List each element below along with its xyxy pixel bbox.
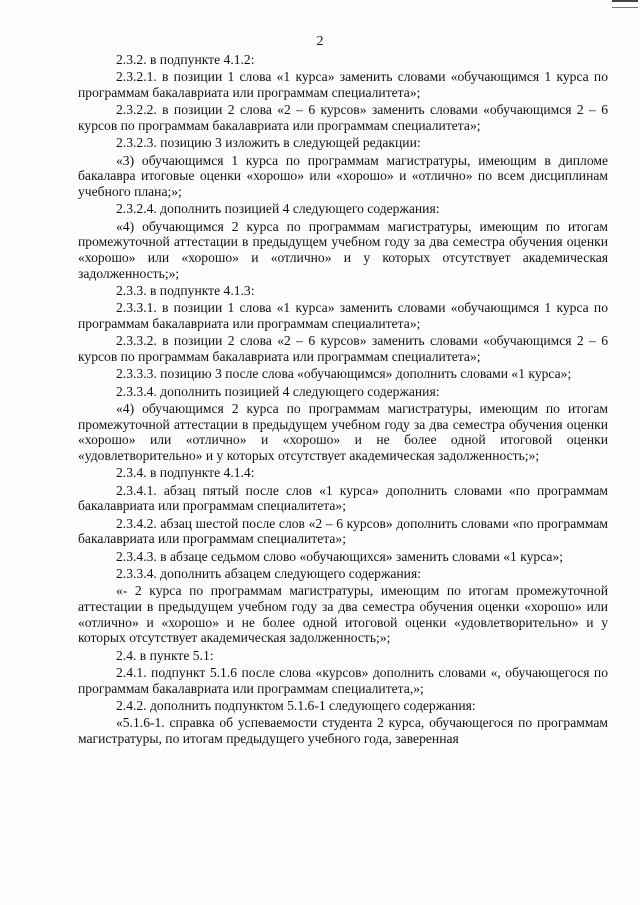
- paragraph-quote-4-b: «4) обучающимся 2 курса по программам магистратуры, имеющим по итогам промежуточной аттестации в предыдущем учебном году за два семестра обучения оценки «хорошо» или «отлично» и «хорошо» и не более одной итоговой оценки «удовлетворительно» и у которых отсутствует академическая задолженность;»;: [78, 401, 608, 463]
- paragraph-2-3-3: 2.3.3. в подпункте 4.1.3:: [116, 282, 255, 298]
- paragraph-2-3-2-3: 2.3.2.3. позицию 3 изложить в следующей редакции:: [116, 135, 421, 151]
- document-body: [78, 52, 608, 746]
- scan-corner-mark: [612, 0, 638, 8]
- paragraph-quote-dash: «- 2 курса по программам магистратуры, имеющим по итогам промежуточной аттестации в предыдущем учебном году за два семестра обучения оценки «хорошо» или «отлично» и «хорошо» и не более одной итоговой оценки «удовлетворительно» и у которых отсутствует академическая задолженность;»;: [78, 583, 608, 646]
- paragraph-2-3-3-4-second: 2.3.3.4. дополнить абзацем следующего содержания:: [116, 565, 421, 581]
- paragraph-quote-5-1-6-1: «5.1.6-1. справка об успеваемости студента 2 курса, обучающегося по программам магистратуры, по итогам предыдущего учебного года, заверенная: [78, 715, 608, 746]
- paragraph-2-3-2-2: 2.3.2.2. в позиции 2 слова «2 – 6 курсов» заменить словами «обучающимся 2 – 6 курсов по программам бакалавриата или программам специалитета»;: [78, 102, 608, 133]
- paragraph-2-3-2-1: 2.3.2.1. в позиции 1 слова «1 курса» заменить словами «обучающимся 1 курса по программам бакалавриата или программам специалитета»;: [78, 69, 608, 100]
- paragraph-quote-3: «3) обучающимся 1 курса по программам магистратуры, имеющим в дипломе бакалавра итоговые оценки «хорошо» или «хорошо» и «отлично» по всем дисциплинам учебного плана;»;: [78, 152, 608, 199]
- paragraph-2-3-2-4: 2.3.2.4. дополнить позицией 4 следующего содержания:: [116, 201, 440, 217]
- paragraph-2-3-3-2: 2.3.3.2. в позиции 2 слова «2 – 6 курсов» заменить словами «обучающимся 2 – 6 курсов по программам бакалавриата или программам специалитета»;: [78, 333, 608, 364]
- page-number: 2: [316, 34, 324, 49]
- paragraph-2-3-2: 2.3.2. в подпункте 4.1.2:: [116, 52, 255, 67]
- paragraph-2-3-3-1: 2.3.3.1. в позиции 1 слова «1 курса» заменить словами «обучающимся 1 курса по программам бакалавриата или программам специалитета»;: [78, 300, 608, 331]
- paragraph-quote-4-a: «4) обучающимся 2 курса по программам магистратуры, имеющим по итогам промежуточной аттестации в предыдущем учебном году за два семестра обучения оценки «хорошо» или «хорошо» и «отлично» и у которых отсутствует академическая задолженность;»;: [78, 218, 608, 281]
- paragraph-2-3-4: 2.3.4. в подпункте 4.1.4:: [116, 465, 255, 481]
- paragraph-2-3-4-2: 2.3.4.2. абзац шестой после слов «2 – 6 курсов» дополнить словами «по программам бакалавриата или программам специалитета»;: [78, 515, 608, 547]
- paragraph-2-4: 2.4. в пункте 5.1:: [116, 647, 214, 663]
- paragraph-2-3-3-3: 2.3.3.3. позицию 3 после слова «обучающимся» дополнить словами «1 курса»;: [116, 366, 572, 382]
- paragraph-2-3-4-3: 2.3.4.3. в абзаце седьмом слово «обучающихся» заменить словами «1 курса»;: [116, 548, 564, 564]
- paragraph-2-3-4-1: 2.3.4.1. абзац пятый после слов «1 курса» дополнить словами «по программам бакалавриата или программам специалитета»;: [78, 482, 608, 514]
- paragraph-2-3-3-4: 2.3.3.4. дополнить позицией 4 следующего содержания:: [116, 383, 440, 399]
- paragraph-2-4-2: 2.4.2. дополнить подпунктом 5.1.6-1 следующего содержания:: [116, 697, 476, 713]
- paragraph-2-4-1: 2.4.1. подпункт 5.1.6 после слова «курсов» дополнить словами «, обучающегося по программам бакалавриата или программам специалитета,»;: [78, 664, 608, 696]
